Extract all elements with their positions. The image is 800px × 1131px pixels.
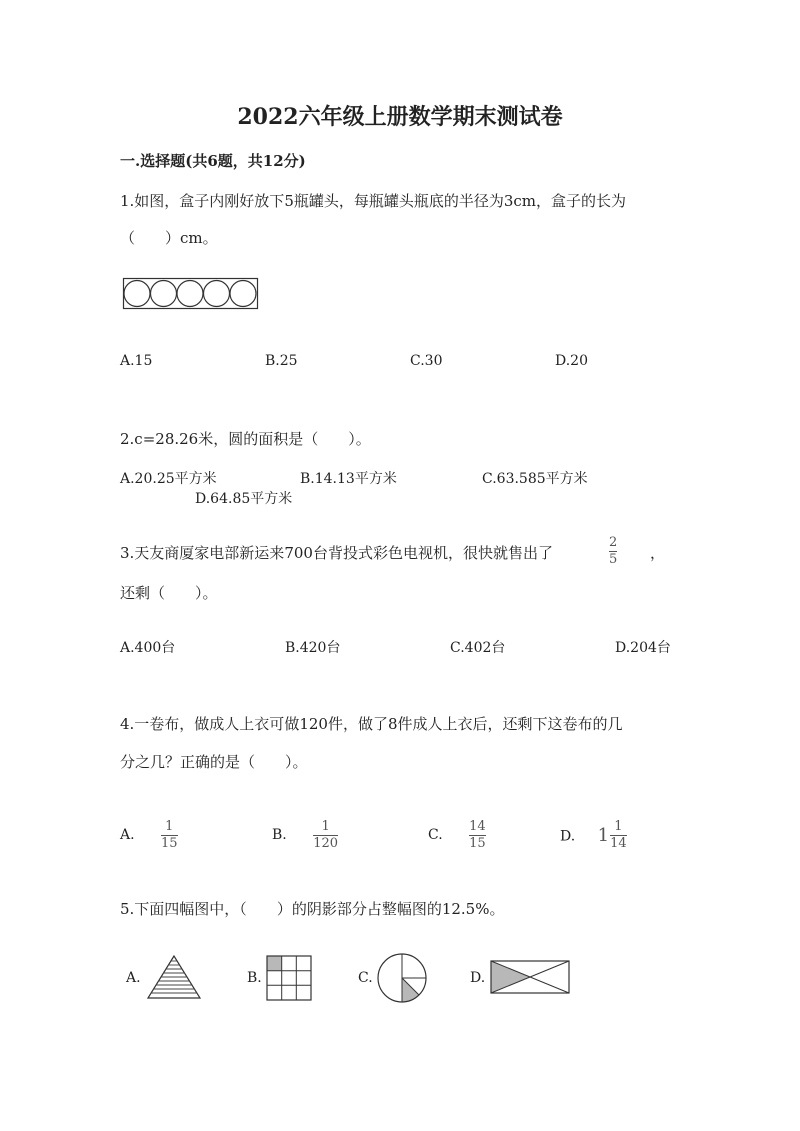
q2-option-c[interactable]: C.63.585平方米 bbox=[482, 471, 588, 487]
fraction-numerator: 2 bbox=[609, 535, 618, 550]
fraction-numerator: 14 bbox=[469, 819, 486, 834]
q1-option-d[interactable]: D.20 bbox=[555, 353, 588, 369]
q5-figure-d-rectangle bbox=[490, 960, 570, 994]
can-circle bbox=[151, 281, 177, 307]
fraction-denominator: 15 bbox=[469, 835, 486, 851]
q2-option-d[interactable]: D.64.85平方米 bbox=[195, 491, 293, 507]
q3-option-d[interactable]: D.204台 bbox=[615, 640, 671, 656]
q4-option-c[interactable] bbox=[428, 820, 486, 850]
can-circle bbox=[204, 281, 230, 307]
q5-figure-c-circle bbox=[375, 953, 429, 1003]
q4-option-a[interactable] bbox=[120, 820, 178, 850]
q4-text-line1: 4.一卷布，做成人上衣可做120件，做了8件成人上衣后，还剩下这卷布的几 bbox=[120, 715, 623, 733]
q5-label-c[interactable]: C. bbox=[358, 970, 373, 986]
q4-option-d[interactable] bbox=[560, 820, 627, 850]
q4-text-line2: 分之几？正确的是（ ）。 bbox=[120, 753, 308, 771]
can-circle bbox=[230, 281, 256, 307]
can-circle bbox=[124, 281, 150, 307]
q3-option-a[interactable]: A.400台 bbox=[120, 640, 176, 656]
option-label: B. bbox=[272, 827, 287, 844]
page-title: 2022六年级上册数学期末测试卷 bbox=[237, 104, 563, 130]
fraction-numerator: 1 bbox=[321, 819, 330, 834]
option-label: C. bbox=[428, 827, 443, 844]
q3-option-b[interactable]: B.420台 bbox=[285, 640, 341, 656]
q3-text: 3.天友商厦家电部新运来700台背投式彩色电视机，很快就售出了 bbox=[120, 544, 553, 562]
option-label: D. bbox=[560, 828, 576, 845]
q2-text: 2.c=28.26米，圆的面积是（ ）。 bbox=[120, 430, 371, 448]
q1-text-line2: （ ）cm。 bbox=[120, 229, 218, 247]
q5-label-d[interactable]: D. bbox=[470, 970, 486, 986]
fraction-denominator: 120 bbox=[313, 835, 339, 851]
fraction-denominator: 14 bbox=[610, 835, 627, 851]
section-heading: 一.选择题(共6题，共12分) bbox=[120, 152, 306, 170]
q1-text-line1: 1.如图，盒子内刚好放下5瓶罐头，每瓶罐头瓶底的半径为3cm，盒子的长为 bbox=[120, 192, 627, 210]
q2-option-b[interactable]: B.14.13平方米 bbox=[300, 471, 397, 487]
q5-label-b[interactable]: B. bbox=[247, 970, 262, 986]
option-label: A. bbox=[120, 827, 135, 844]
q1-option-a[interactable]: A.15 bbox=[120, 353, 153, 369]
q4-option-b[interactable] bbox=[272, 820, 338, 850]
q2-option-a[interactable]: A.20.25平方米 bbox=[120, 471, 217, 487]
fraction-denominator: 15 bbox=[161, 835, 178, 851]
fraction-numerator: 1 bbox=[614, 819, 623, 834]
q5-label-a[interactable]: A. bbox=[126, 970, 141, 986]
q3-text-line2: 还剩（ ）。 bbox=[120, 584, 218, 602]
q5-text: 5.下面四幅图中，（ ）的阴影部分占整幅图的12.5%。 bbox=[120, 900, 505, 918]
q1-option-b[interactable]: B.25 bbox=[265, 353, 298, 369]
q3-option-c[interactable]: C.402台 bbox=[450, 640, 506, 656]
can-circle bbox=[177, 281, 203, 307]
q5-figure-b-grid bbox=[266, 955, 312, 1001]
q3-fraction bbox=[609, 536, 617, 566]
fraction-numerator: 1 bbox=[165, 819, 174, 834]
fraction-denominator: 5 bbox=[609, 551, 618, 567]
q3-text-comma: ， bbox=[650, 544, 666, 562]
q5-figure-a-striped-triangle bbox=[147, 955, 201, 999]
q1-box-figure bbox=[123, 278, 258, 310]
mixed-whole: 1 bbox=[597, 824, 610, 846]
q1-option-c[interactable]: C.30 bbox=[410, 353, 443, 369]
